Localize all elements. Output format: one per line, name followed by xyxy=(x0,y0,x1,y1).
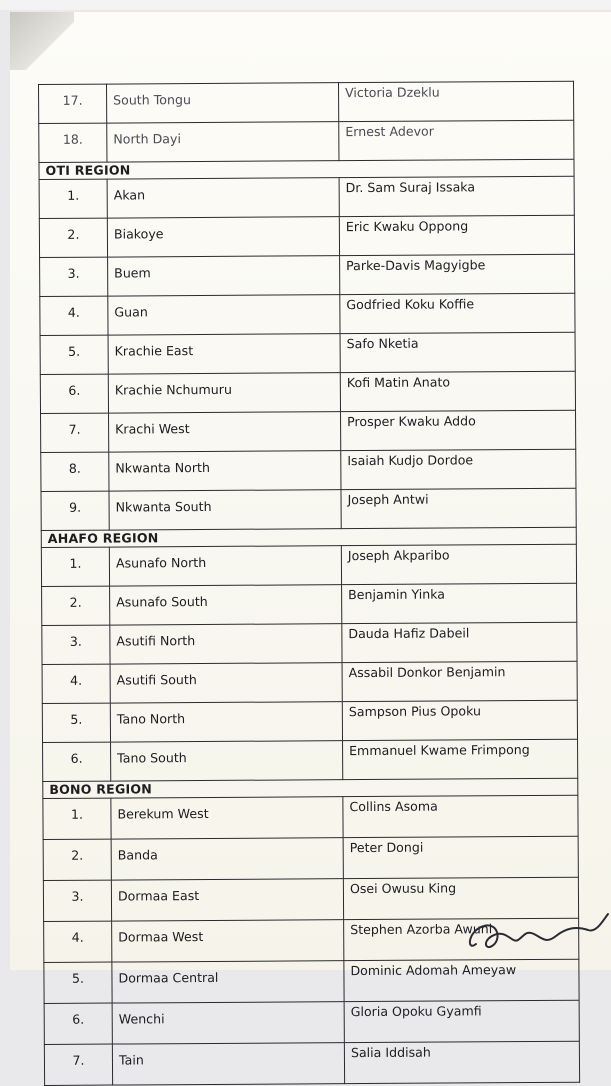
table-row xyxy=(43,795,578,839)
table-row xyxy=(40,332,575,374)
mp-name-cell: Dauda Hafiz Dabeil xyxy=(342,622,577,662)
table-row xyxy=(44,1041,579,1085)
mp-name-cell: Gloria Opoku Gyamfi xyxy=(344,1000,579,1042)
mp-name-cell: Sampson Pius Opoku xyxy=(342,700,577,740)
mp-name-cell: Godfried Koku Koffie xyxy=(340,293,575,333)
table-row xyxy=(42,700,577,742)
constituency-cell: Asunafo South xyxy=(110,585,342,625)
row-number: 5. xyxy=(40,335,108,374)
row-number: 1. xyxy=(39,179,107,218)
constituency-cell: South Tongu xyxy=(107,83,339,123)
table-row xyxy=(43,739,578,781)
mp-name-cell: Peter Dongi xyxy=(343,836,578,878)
constituency-cell: Berekum West xyxy=(111,797,343,839)
constituency-cell: Wenchi xyxy=(112,1002,344,1044)
mp-name-cell: Isaiah Kudjo Dordoe xyxy=(341,449,576,489)
constituency-cell: Krachi West xyxy=(109,412,341,452)
row-number: 5. xyxy=(42,703,110,742)
constituency-cell: Krachie East xyxy=(108,334,340,374)
mp-name-cell: Kofi Matin Anato xyxy=(340,371,575,411)
table-row xyxy=(39,81,574,123)
row-number: 6. xyxy=(43,742,111,781)
row-number: 3. xyxy=(42,625,110,664)
row-number: 3. xyxy=(43,880,111,921)
region-header-ahafo: AHAFO REGION xyxy=(41,527,576,547)
constituency-cell: Nkwanta South xyxy=(109,490,341,530)
row-number: 1. xyxy=(41,547,109,586)
mp-name-cell: Joseph Antwi xyxy=(341,488,576,528)
row-number: 4. xyxy=(42,664,110,703)
constituency-cell: Dormaa West xyxy=(112,920,344,962)
row-number: 7. xyxy=(41,413,109,452)
row-number: 4. xyxy=(40,296,108,335)
row-number: 6. xyxy=(40,374,108,413)
mp-name-cell: Assabil Donkor Benjamin xyxy=(342,661,577,701)
row-number: 5. xyxy=(44,962,112,1003)
mp-name-cell: Stephen Azorba Awuni xyxy=(344,918,579,960)
row-number: 18. xyxy=(39,123,107,162)
table-row xyxy=(44,1000,579,1044)
region-header-bono: BONO REGION xyxy=(43,778,578,798)
row-number: 17. xyxy=(39,84,107,123)
table-row xyxy=(41,488,576,530)
row-number: 9. xyxy=(41,491,109,530)
mp-name-cell: Benjamin Yinka xyxy=(342,583,577,623)
mp-name-cell: Parke-Davis Magyigbe xyxy=(340,254,575,294)
table-row xyxy=(40,293,575,335)
row-number: 7. xyxy=(44,1044,112,1085)
row-number: 2. xyxy=(42,586,110,625)
table-row xyxy=(43,836,578,880)
constituency-cell: Tano North xyxy=(110,702,342,742)
table-row xyxy=(40,371,575,413)
mp-name-cell: Victoria Dzeklu xyxy=(338,81,573,121)
constituency-cell: Tano South xyxy=(111,741,343,781)
mp-name-cell: Ernest Adevor xyxy=(339,120,574,160)
table-row xyxy=(41,410,576,452)
mp-name-cell: Osei Owusu King xyxy=(343,877,578,919)
mp-name-cell: Collins Asoma xyxy=(343,795,578,837)
constituency-cell: Dormaa East xyxy=(111,879,343,921)
mp-name-cell: Safo Nketia xyxy=(340,332,575,372)
table-row xyxy=(41,544,576,586)
region-header-oti: OTI REGION xyxy=(39,159,574,179)
constituency-cell: North Dayi xyxy=(107,122,339,162)
constituency-cell: Asunafo North xyxy=(109,546,341,586)
table-row xyxy=(39,176,574,218)
row-number: 2. xyxy=(39,218,107,257)
folded-corner xyxy=(10,12,74,70)
table-row xyxy=(42,661,577,703)
row-number: 6. xyxy=(44,1003,112,1044)
mp-name-cell: Dominic Adomah Ameyaw xyxy=(344,959,579,1001)
row-number: 2. xyxy=(43,839,111,880)
constituency-cell: Dormaa Central xyxy=(112,961,344,1003)
table-row xyxy=(40,254,575,296)
mp-name-cell: Prosper Kwaku Addo xyxy=(341,410,576,450)
handwritten-signature xyxy=(462,900,611,960)
table-row xyxy=(39,120,574,162)
mp-name-cell: Eric Kwaku Oppong xyxy=(339,215,574,255)
constituency-cell: Krachie Nchumuru xyxy=(108,373,340,413)
mp-name-cell: Dr. Sam Suraj Issaka xyxy=(339,176,574,216)
mp-name-cell: Salia Iddisah xyxy=(344,1041,579,1083)
mp-name-cell: Emmanuel Kwame Frimpong xyxy=(343,739,578,779)
constituency-cell: Akan xyxy=(107,178,339,218)
constituency-cell: Biakoye xyxy=(107,217,339,257)
constituency-cell: Asutifi South xyxy=(110,663,342,703)
table-row xyxy=(42,622,577,664)
table-row xyxy=(39,215,574,257)
row-number: 8. xyxy=(41,452,109,491)
constituency-cell: Guan xyxy=(108,295,340,335)
row-number: 1. xyxy=(43,798,111,839)
table-row xyxy=(44,959,579,1003)
constituency-cell: Banda xyxy=(111,838,343,880)
row-number: 4. xyxy=(44,921,112,962)
table-row xyxy=(41,449,576,491)
constituency-cell: Asutifi North xyxy=(110,624,342,664)
table-row xyxy=(42,583,577,625)
mp-name-cell: Joseph Akparibo xyxy=(341,544,576,584)
constituency-cell: Buem xyxy=(108,256,340,296)
constituency-cell: Tain xyxy=(112,1043,344,1085)
constituency-cell: Nkwanta North xyxy=(109,451,341,491)
viewer-top-bar xyxy=(0,0,611,10)
row-number: 3. xyxy=(40,257,108,296)
